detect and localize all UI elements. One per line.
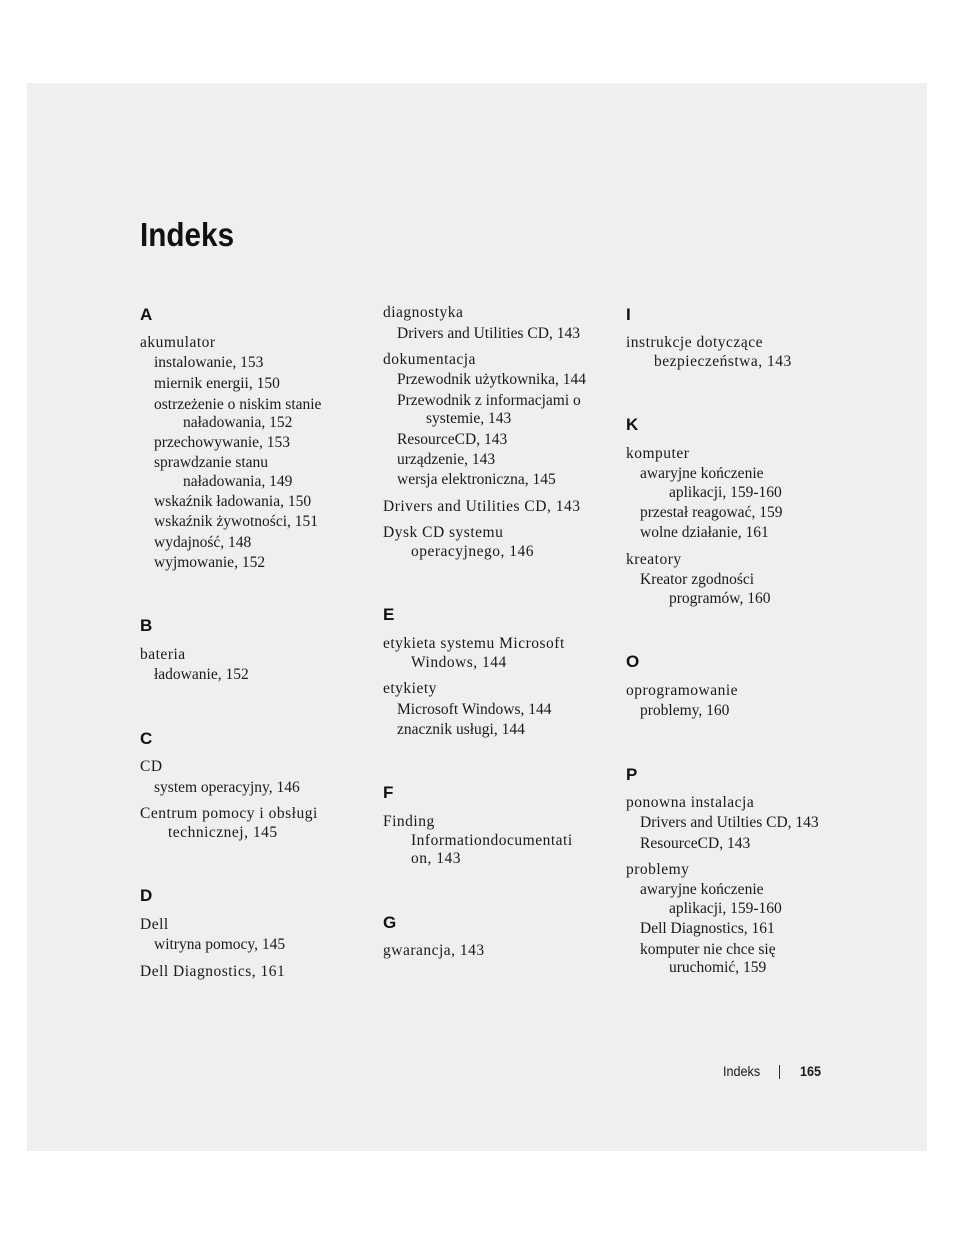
page-number: 165 xyxy=(800,1063,822,1079)
index-subentry: wskaźnik żywotności, 151 xyxy=(154,513,319,530)
index-subentry: Drivers and Utilities CD, 143 xyxy=(397,325,580,342)
index-subentry-continuation: naładowania, 152 xyxy=(183,414,293,431)
index-subentry: witryna pomocy, 145 xyxy=(154,936,286,953)
index-entry: ponowna instalacja xyxy=(626,794,755,811)
index-entry: diagnostyka xyxy=(383,304,464,321)
index-entry: kreatory xyxy=(626,551,682,568)
index-subentry: instalowanie, 153 xyxy=(154,354,264,371)
index-letter-heading: O xyxy=(626,652,640,671)
index-subentry: awaryjne kończenie xyxy=(640,465,764,482)
index-entry: dokumentacja xyxy=(383,351,476,368)
index-subentry: Microsoft Windows, 144 xyxy=(397,701,552,718)
index-entry-continuation: bezpieczeństwa, 143 xyxy=(654,353,792,370)
index-entry: Centrum pomocy i obsługi xyxy=(140,805,318,822)
index-entry-continuation: technicznej, 145 xyxy=(168,824,278,841)
index-entry: Dell xyxy=(140,916,169,933)
index-subentry-continuation: aplikacji, 159-160 xyxy=(669,900,782,917)
index-subentry-continuation: aplikacji, 159-160 xyxy=(669,484,782,501)
index-subentry: system operacyjny, 146 xyxy=(154,779,300,796)
index-entry: akumulator xyxy=(140,334,216,351)
index-entry-continuation: operacyjnego, 146 xyxy=(411,543,534,560)
index-subentry: ResourceCD, 143 xyxy=(640,835,751,852)
index-entry: Drivers and Utilities CD, 143 xyxy=(383,498,581,515)
index-letter-heading: G xyxy=(383,913,397,932)
index-entry: Dell Diagnostics, 161 xyxy=(140,963,286,980)
index-subentry: wyjmowanie, 152 xyxy=(154,554,266,571)
index-letter-heading: P xyxy=(626,765,638,784)
index-entry: problemy xyxy=(626,861,690,878)
index-entry-continuation: Informationdocumentati xyxy=(411,832,573,849)
index-letter-heading: F xyxy=(383,783,394,802)
index-subentry: Dell Diagnostics, 161 xyxy=(640,920,775,937)
footer-section-label: Indeks xyxy=(723,1063,761,1079)
index-entry: etykieta systemu Microsoft xyxy=(383,635,565,652)
index-entry: Finding xyxy=(383,813,435,830)
index-subentry-continuation: uruchomić, 159 xyxy=(669,959,767,976)
index-entry: gwarancja, 143 xyxy=(383,942,485,959)
index-subentry-continuation: programów, 160 xyxy=(669,590,771,607)
index-entry: instrukcje dotyczące xyxy=(626,334,763,351)
index-subentry: wydajność, 148 xyxy=(154,534,252,551)
index-subentry: Kreator zgodności xyxy=(640,571,755,588)
footer-divider xyxy=(779,1065,780,1079)
index-subentry: ResourceCD, 143 xyxy=(397,431,508,448)
index-letter-heading: C xyxy=(140,729,153,748)
index-subentry: wskaźnik ładowania, 150 xyxy=(154,493,312,510)
index-letter-heading: K xyxy=(626,415,639,434)
index-entry: etykiety xyxy=(383,680,437,697)
index-entry-continuation: Windows, 144 xyxy=(411,654,507,671)
index-entry: oprogramowanie xyxy=(626,682,739,699)
index-subentry-continuation: naładowania, 149 xyxy=(183,473,293,490)
index-subentry: komputer nie chce się xyxy=(640,941,776,958)
index-subentry: wersja elektroniczna, 145 xyxy=(397,471,556,488)
index-subentry: problemy, 160 xyxy=(640,702,730,719)
index-entry-continuation: on, 143 xyxy=(411,850,461,867)
index-letter-heading: D xyxy=(140,886,153,905)
index-entry: komputer xyxy=(626,445,690,462)
page-footer xyxy=(0,1061,954,1081)
index-letter-heading: B xyxy=(140,616,153,635)
index-letter-heading: A xyxy=(140,305,153,324)
index-entry: CD xyxy=(140,758,163,775)
index-subentry: Przewodnik użytkownika, 144 xyxy=(397,371,586,388)
index-subentry: awaryjne kończenie xyxy=(640,881,764,898)
index-subentry: wolne działanie, 161 xyxy=(640,524,769,541)
page-title: Indeks xyxy=(140,216,235,253)
index-subentry: ostrzeżenie o niskim stanie xyxy=(154,396,322,413)
index-subentry-continuation: systemie, 143 xyxy=(426,410,512,427)
index-subentry: Drivers and Utilties CD, 143 xyxy=(640,814,819,831)
index-entry: bateria xyxy=(140,646,186,663)
index-subentry: przechowywanie, 153 xyxy=(154,434,291,451)
index-subentry: sprawdzanie stanu xyxy=(154,454,269,471)
index-subentry: ładowanie, 152 xyxy=(154,666,249,683)
index-subentry: miernik energii, 150 xyxy=(154,375,280,392)
index-subentry: znacznik usługi, 144 xyxy=(397,721,525,738)
index-subentry: przestał reagować, 159 xyxy=(640,504,783,521)
index-subentry: Przewodnik z informacjami o xyxy=(397,392,581,409)
index-subentry: urządzenie, 143 xyxy=(397,451,496,468)
index-letter-heading: E xyxy=(383,605,395,624)
index-letter-heading: I xyxy=(626,305,631,324)
index-entry: Dysk CD systemu xyxy=(383,524,504,541)
